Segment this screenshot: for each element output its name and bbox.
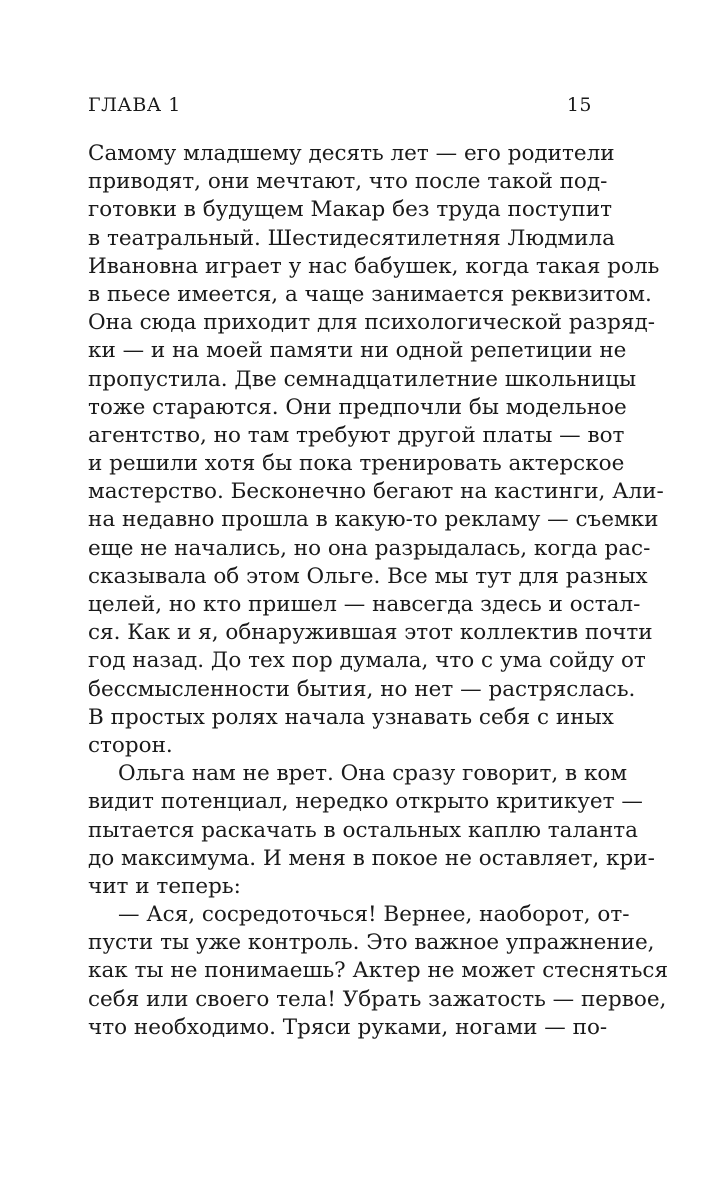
text-line: мастерство. Бесконечно бегают на кастинги, Али- (88, 479, 664, 505)
text-line: сторон. (88, 732, 173, 758)
text-line: на недавно прошла в какую-то рекламу — съемки (88, 507, 659, 533)
text-line: Она сюда приходит для психологической разряд- (88, 310, 655, 336)
text-line: пытается раскачать в остальных каплю таланта (88, 817, 638, 843)
text-line: в пьесе имеется, а чаще занимается реквизитом. (88, 281, 652, 307)
text-line: чит и теперь: (88, 873, 241, 899)
text-line: до максимума. И меня в покое не оставляет, кри- (88, 845, 655, 871)
text-line: пропустила. Две семнадцатилетние школьницы (88, 366, 637, 392)
body-text (88, 140, 669, 1042)
text-line: год назад. До тех пор думала, что с ума сойду от (88, 648, 646, 674)
text-line: — Ася, сосредоточься! Вернее, наоборот, от- (118, 902, 630, 928)
text-line: себя или своего тела! Убрать зажатость — первое, (88, 986, 667, 1012)
running-header (88, 92, 592, 118)
text-line: агентство, но там требуют другой платы — вот (88, 422, 625, 448)
text-line: целей, но кто пришел — навсегда здесь и остал- (88, 592, 641, 617)
text-line: еще не начались, но она разрыдалась, когда рас- (88, 535, 651, 561)
text-line: в театральный. Шестидесятилетняя Людмила (88, 225, 615, 251)
text-line: сказывала об этом Ольге. Все мы тут для разных (88, 563, 648, 589)
text-line: тоже стараются. Они предпочли бы модельное (88, 394, 627, 420)
chapter-title: ГЛАВА 1 (88, 94, 181, 116)
text-line: приводят, они мечтают, что после такой под- (88, 169, 608, 195)
text-line: готовки в будущем Макар без труда поступит (88, 197, 612, 223)
text-line: ся. Как и я, обнаружившая этот коллектив почти (88, 620, 653, 646)
page-number: 15 (566, 94, 592, 116)
text-line: пусти ты уже контроль. Это важное упражнение, (88, 930, 655, 956)
text-line: Ольга нам не врет. Она сразу говорит, в ком (118, 761, 628, 787)
text-line: Ивановна играет у нас бабушек, когда такая роль (88, 253, 660, 279)
text-line: ки — и на моей памяти ни одной репетиции не (88, 338, 627, 364)
text-line: Самому младшему десять лет — его родители (88, 141, 615, 166)
text-line: и решили хотя бы пока тренировать актерское (88, 451, 625, 477)
text-line: бессмысленности бытия, но нет — растряслась. (88, 676, 636, 702)
text-line: В простых ролях начала узнавать себя с иных (88, 704, 614, 730)
text-line: как ты не понимаешь? Актер не может стесняться (88, 958, 669, 984)
text-line: что необходимо. Тряси руками, ногами — по- (88, 1014, 608, 1040)
text-line: видит потенциал, нередко открыто критикует — (88, 789, 643, 815)
